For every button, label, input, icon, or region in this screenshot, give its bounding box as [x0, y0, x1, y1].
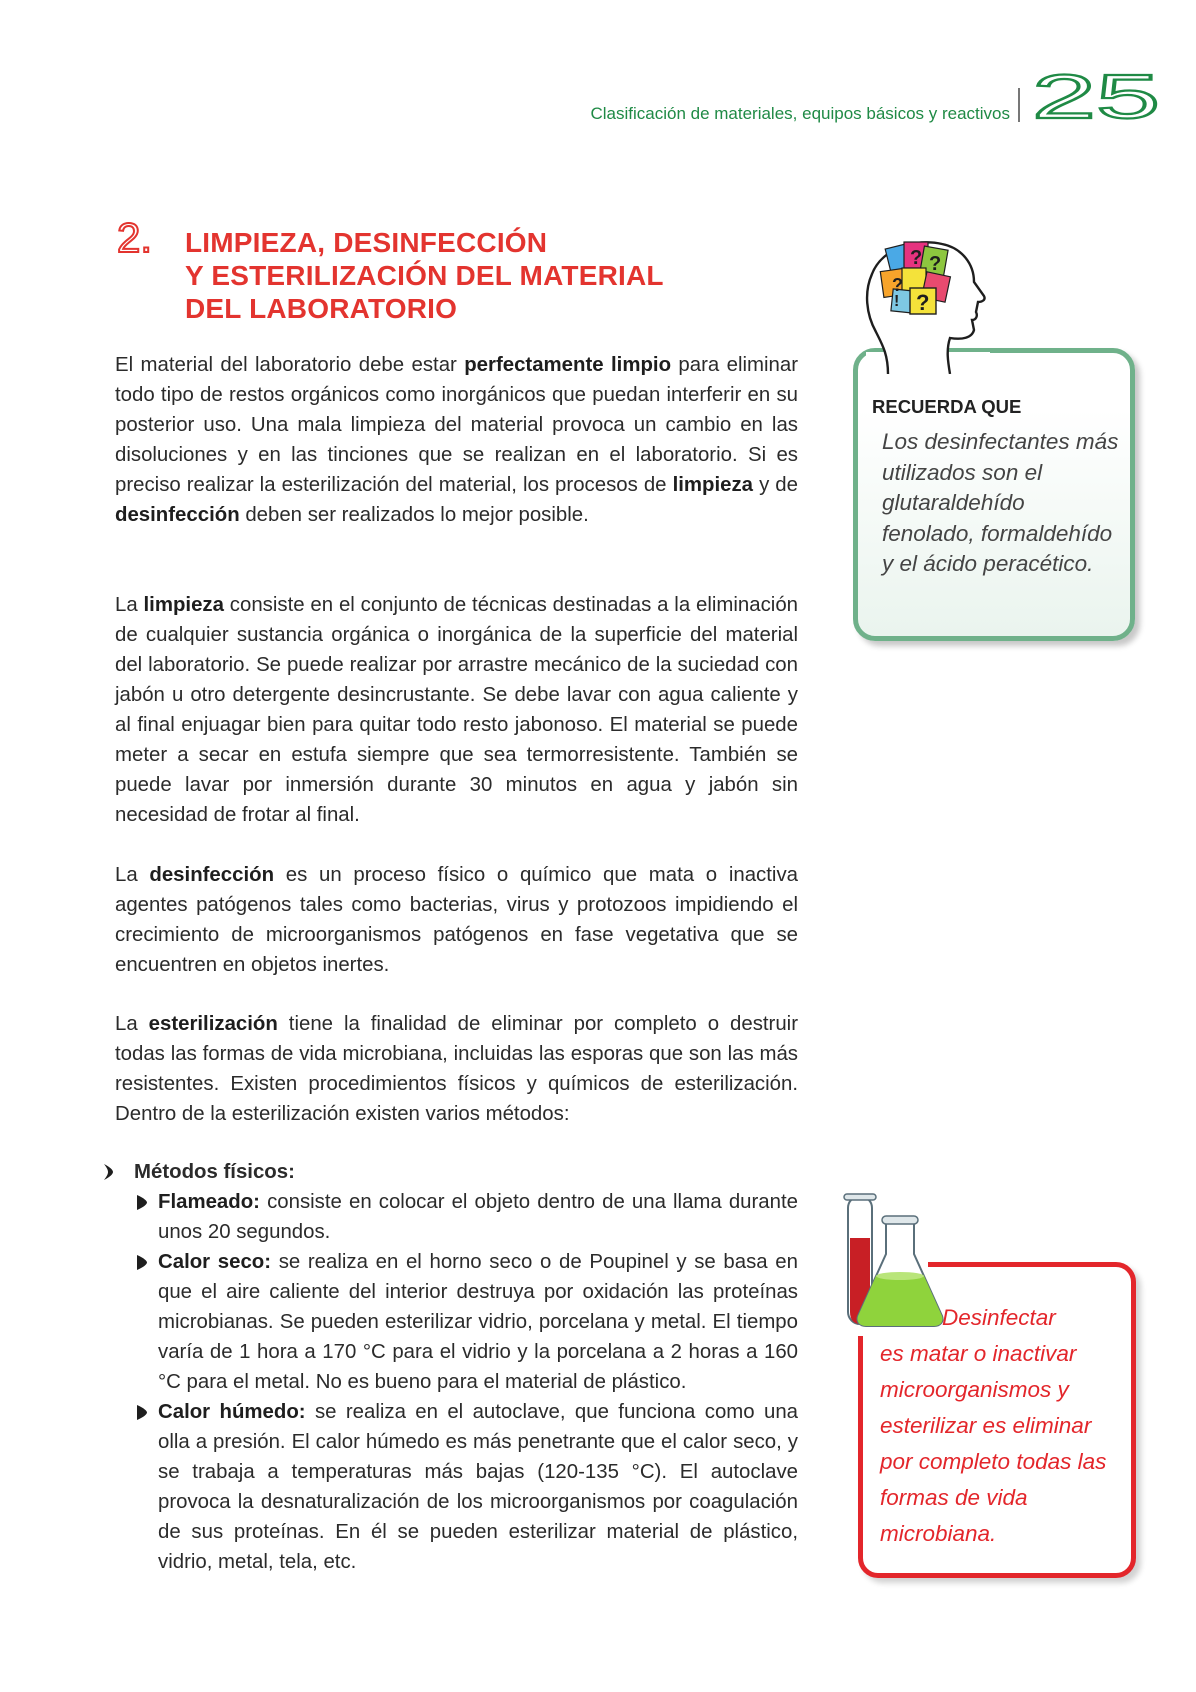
svg-text:?: ? [892, 275, 903, 295]
text-run: es un proceso físico o químico que mata o inactiva agentes patógenos tales como bacterias, virus y protozoos impidiendo el crecimiento de microorganismos patógenos en fase vegetativa que se encuentren en objetos inertes. [115, 864, 798, 976]
thinking-head-icon [858, 234, 998, 374]
paragraph-desinfeccion [115, 860, 798, 980]
svg-text:!: ! [894, 293, 900, 310]
list-item [100, 1187, 798, 1247]
page-number [1030, 70, 1165, 130]
text-run: tiene la finalidad de eliminar por completo o destruir todas las formas de vida microbiana, incluidas las esporas que son las más resistentes. Existen procedimientos físicos y químicos de esterilización. Dentro de la esterilización existen varios métodos: [115, 1013, 798, 1125]
method-term: Flameado: [158, 1191, 260, 1213]
text-run: La [115, 864, 150, 886]
triangle-bullet-icon [136, 1404, 148, 1421]
list-item [100, 1247, 798, 1397]
svg-text:?: ? [916, 290, 930, 315]
note-rest: es matar o inactivar microorganismos y esterilizar es eliminar por completo todas las formas de vida microbiana. [880, 1341, 1107, 1546]
bold-term: desinfección [115, 504, 240, 526]
bold-term: perfectamente limpio [464, 354, 672, 376]
text-run: La [115, 594, 144, 616]
bold-term: desinfección [149, 864, 275, 886]
svg-text:?: ? [929, 253, 942, 275]
svg-text:?: ? [910, 247, 923, 269]
method-term: Calor seco: [158, 1251, 272, 1273]
paragraph-esterilizacion [115, 1009, 798, 1129]
triangle-bullet-icon [136, 1194, 148, 1211]
section-title [185, 226, 825, 325]
method-term: Calor húmedo: [158, 1401, 306, 1423]
text-run: La [115, 1013, 149, 1035]
text-run: deben ser realizados lo mejor posible. [239, 504, 589, 526]
triangle-bullet-icon [136, 1254, 148, 1271]
running-header: Clasificación de materiales, equipos básicos y reactivos [590, 104, 1010, 123]
chevron-bullet-icon [100, 1161, 118, 1183]
text-run: para eliminar todo tipo de restos orgánicos como inorgánicos que puedan interferir en su posterior uso. Una mala limpieza del material provoca un cambio en las disoluciones y en las tinciones que se realizan en el laboratorio. Si es preciso realizar la esterilización del material, los procesos de [115, 354, 798, 496]
paragraph-clean-material [115, 350, 798, 530]
remember-text: Los desinfectantes más utilizados son el glutaraldehído fenolado, formaldehído y el ácido peracético. [882, 429, 1119, 576]
text-run: El material del laboratorio debe estar [115, 354, 465, 376]
header-divider [1018, 88, 1020, 122]
list-item [100, 1397, 798, 1577]
text-run: y de [753, 474, 798, 496]
method-text: se realiza en el autoclave, que funciona como una olla a presión. El calor húmedo es más penetrante que el calor seco, y se trabaja a temperaturas más bajas (120-135 °C). El autoclave provoca la desnaturalización de los microorganismos por coagulación de sus proteínas. En él se pueden esterilizar material de plástico, vidrio, metal, tela, etc. [158, 1401, 798, 1573]
bold-term: limpieza [143, 594, 224, 616]
method-text: consiste en colocar el objeto dentro de una llama durante unos 20 segundos. [158, 1191, 798, 1243]
methods-list [100, 1157, 798, 1577]
note-first-word: Desinfectar [942, 1305, 1056, 1330]
section-title-line: Y ESTERILIZACIÓN DEL MATERIAL [185, 260, 664, 291]
paragraph-limpieza [115, 590, 798, 830]
note-text [880, 1300, 1120, 1552]
method-text: se realiza en el horno seco o de Poupinel y se basa en que el aire caliente del interior destruya por oxidación las proteínas microbianas. Se pueden esterilizar vidrio, porcelana y metal. El tiempo varía de 1 hora a 170 °C para el vidrio y la porcelana a 2 horas a 160 °C para el metal. No es bueno para el material de plástico. [158, 1251, 798, 1393]
bold-term: limpieza [672, 474, 754, 496]
bold-term: esterilización [148, 1013, 278, 1035]
section-title-line: DEL LABORATORIO [185, 293, 458, 324]
remember-title: RECUERDA QUE [872, 396, 1022, 417]
methods-heading-text: Métodos físicos: [134, 1161, 295, 1183]
section-number-text: 2. [117, 218, 153, 258]
text-run: consiste en el conjunto de técnicas destinadas a la eliminación de cualquier sustancia orgánica o inorgánica de la superficie del material del laboratorio. Se puede realizar por arrastre mecánico de la suciedad con jabón u otro detergente desincrustante. Se debe lavar con agua caliente y al final enjuagar bien para quitar todo resto jabonoso. El material se puede meter a secar en estufa siempre que sea termorresistente. También se puede lavar por inmersión durante 30 minutos en agua y jabón sin necesidad de frotar al final. [115, 594, 798, 826]
methods-heading [100, 1157, 798, 1187]
section-title-line: LIMPIEZA, DESINFECCIÓN [185, 227, 548, 258]
page-number-text: 25 [1032, 70, 1160, 130]
section-number [117, 218, 173, 258]
